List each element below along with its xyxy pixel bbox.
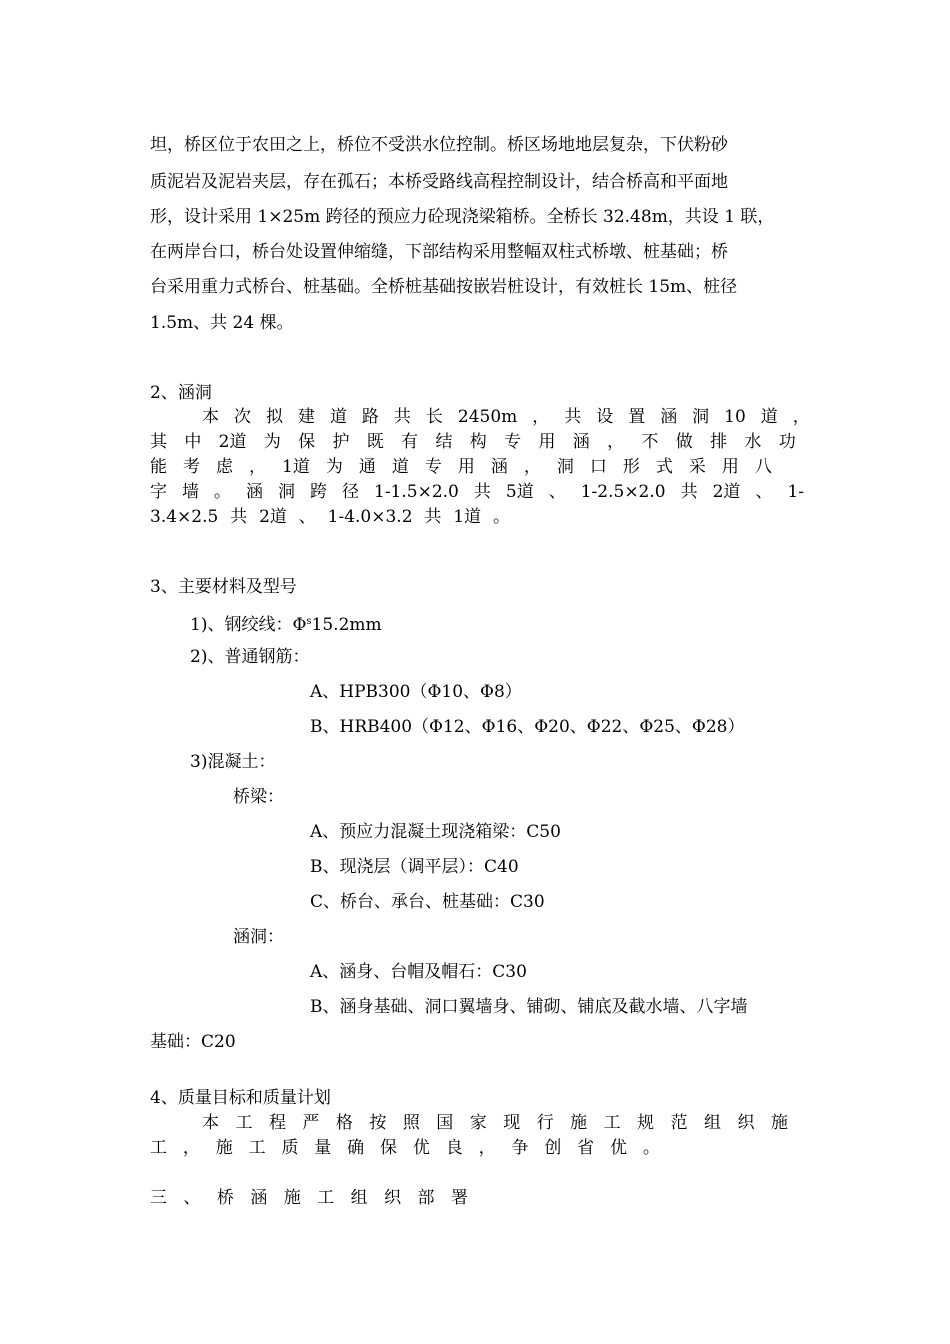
text-token: 确 [347,1138,365,1158]
text-token: 争 [511,1138,529,1158]
text-token: 径 [342,482,359,502]
text-token: 按 [369,1113,387,1133]
text-token: 。 [642,1138,660,1158]
text-token: 涵 [572,432,590,452]
text-token: 组 [350,1188,368,1208]
text-token: 不 [641,432,659,452]
text-token: 道 [391,457,409,477]
text-token: 道 [329,407,347,427]
text-token: 涵 [660,407,678,427]
text-token: 共 [424,507,442,527]
text-token: 为 [263,432,281,452]
text-token: 工 [317,1188,335,1208]
text-token: ， [792,407,810,427]
culvert-line [150,456,772,478]
text-token: 行 [536,1113,554,1133]
culvert-concrete-item: B、涵身基础、洞口翼墙身、铺砌、铺底及截水墙、八字墙 [310,997,748,1017]
text-token: 共 [393,407,411,427]
text-token: 功 [778,432,796,452]
intro-line: 台采用重力式桥台、桩基础。全桥桩基础按嵌岩桩设计，有效桩长 15m、桩径 [150,277,738,297]
text-token: 道 [760,407,778,427]
text-token: 2道 [259,507,287,527]
text-token: 考 [183,457,200,477]
text-token: 、 [755,482,773,502]
text-token: 构 [469,432,487,452]
culvert-concrete-item: A、涵身、台帽及帽石：C30 [310,962,527,982]
text-token: 排 [710,432,728,452]
text-token: 工 [603,1113,621,1133]
culvert-line [150,431,796,453]
text-token: 1-4.0×3.2 [327,507,413,527]
strand-value: 15.2mm [311,615,382,635]
text-token: 省 [577,1138,595,1158]
bridge-item: C、桥台、承台、桩基础：C30 [310,892,545,912]
text-token: 3.4×2.5 [150,507,219,527]
culvert-line [150,506,510,528]
culvert-line [202,406,810,428]
text-token: 国 [436,1113,454,1133]
text-token: 程 [268,1113,286,1133]
text-token: 洞 [692,407,710,427]
text-token: 墙 [182,482,199,502]
text-token: 用 [721,457,739,477]
text-token: 式 [655,457,673,477]
text-token: 施 [770,1113,788,1133]
text-token: 严 [302,1113,320,1133]
text-token: 采 [688,457,706,477]
text-token: 洞 [278,482,295,502]
text-token: 、 [298,507,316,527]
text-token: 家 [469,1113,487,1133]
culvert-line [150,481,804,503]
text-token: 保 [298,432,316,452]
text-token: ， [478,1138,496,1158]
text-token: 洞 [556,457,574,477]
text-token: 量 [314,1138,332,1158]
text-token: 长 [425,407,443,427]
text-token: 工 [150,1138,167,1158]
text-token: 做 [675,432,693,452]
text-token: 用 [457,457,475,477]
text-token: 涵 [490,457,508,477]
text-token: 虑 [216,457,233,477]
rebar-item: B、HRB400（Φ12、Φ16、Φ20、Φ22、Φ25、Φ28） [310,717,745,737]
text-token: 工 [235,1113,253,1133]
culvert-concrete-heading: 涵洞： [233,927,284,947]
text-token: 格 [335,1113,353,1133]
text-token: 质 [281,1138,299,1158]
bridge-heading: 桥梁： [233,787,284,807]
text-token: 中 [184,432,202,452]
intro-line: 1.5m、共 24 棵。 [150,313,294,333]
text-token: 5道 [505,482,534,502]
culvert-heading: 2、涵洞 [150,383,212,403]
text-token: 范 [670,1113,688,1133]
text-token: 创 [544,1138,562,1158]
text-token: 用 [538,432,556,452]
text-token: 八 [754,457,772,477]
text-token: 部 [417,1188,435,1208]
text-token: ， [523,457,541,477]
text-token: 2道 [712,482,741,502]
text-token: 1道 [282,457,310,477]
text-token: 路 [361,407,379,427]
text-token: 水 [744,432,762,452]
text-token: 良 [445,1138,463,1158]
concrete-heading: 3)混凝土： [190,752,276,772]
bridge-item: A、预应力混凝土现浇箱梁：C50 [310,822,561,842]
text-token: 设 [596,407,614,427]
text-token: 规 [637,1113,655,1133]
text-token: 照 [402,1113,420,1133]
text-token: 现 [503,1113,521,1133]
text-token: 1-2.5×2.0 [580,482,666,502]
text-token: 织 [737,1113,755,1133]
culvert-concrete-tail: 基础：C20 [150,1032,236,1052]
text-token: 结 [435,432,453,452]
text-token: 建 [297,407,315,427]
intro-line: 形，设计采用 1×25m 跨径的预应力砼现浇梁箱桥。全桥长 32.48m，共设 1 联， [150,207,775,227]
text-token: 专 [424,457,442,477]
text-token: 共 [680,482,698,502]
intro-line: 质泥岩及泥岩夹层，存在孤石；本桥受路线高程控制设计，结合桥高和平面地 [150,172,728,192]
text-token: 三 [150,1188,167,1208]
text-token: 专 [504,432,522,452]
rebar-item: A、HPB300（Φ10、Φ8） [310,682,522,702]
text-token: 。 [214,482,231,502]
intro-line: 在两岸台口，桥台处设置伸缩缝，下部结构采用整幅双柱式桥墩、桩基础；桥 [150,242,728,262]
text-token: 涵 [246,482,263,502]
text-token: ， [182,1138,200,1158]
text-token: 署 [450,1188,468,1208]
text-token: 本 [202,407,219,427]
text-token: 2450m [457,407,518,427]
text-token: 能 [150,457,167,477]
text-token: 施 [570,1113,588,1133]
text-token: 10 [724,407,746,427]
text-token: 优 [412,1138,430,1158]
bridge-item: B、现浇层（调平层）：C40 [310,857,519,877]
text-token: 织 [384,1188,402,1208]
text-token: 桥 [216,1188,234,1208]
text-token: 口 [589,457,607,477]
text-token: 。 [493,507,510,527]
text-token: 、 [548,482,566,502]
materials-heading: 3、主要材料及型号 [150,577,297,597]
text-token: 1道 [453,507,482,527]
text-token: 1- [787,482,804,502]
text-token: 1-1.5×2.0 [374,482,459,502]
text-token: 共 [473,482,491,502]
text-token: 优 [610,1138,628,1158]
text-token: 本 [202,1113,219,1133]
text-token: 字 [150,482,167,502]
text-token: ， [249,457,266,477]
quality-heading: 4、质量目标和质量计划 [150,1088,331,1108]
section-title [150,1187,468,1209]
quality-line [202,1112,788,1134]
text-token: 有 [401,432,419,452]
text-token: 为 [325,457,343,477]
text-token: 置 [628,407,646,427]
text-token: 共 [230,507,248,527]
text-token: ， [607,432,625,452]
text-token: 护 [332,432,350,452]
text-token: 施 [283,1188,301,1208]
text-token: 施 [215,1138,233,1158]
text-token: 工 [248,1138,266,1158]
text-token: ， [532,407,550,427]
text-token: 组 [704,1113,722,1133]
text-token: 拟 [265,407,283,427]
strand-label: 1)、钢绞线：Φ [190,615,307,635]
text-token: 次 [233,407,251,427]
strand-item [190,611,382,636]
text-token: 形 [622,457,640,477]
intro-line: 坦，桥区位于农田之上，桥位不受洪水位控制。桥区场地地层复杂，下伏粉砂 [150,135,728,155]
strand-superscript: s [306,616,312,627]
text-token: 2道 [218,432,247,452]
text-token: 其 [150,432,167,452]
text-token: 跨 [310,482,327,502]
text-token: 涵 [250,1188,268,1208]
text-token: 既 [366,432,384,452]
rebar-heading: 2)、普通钢筋： [190,647,310,667]
text-token: 保 [380,1138,398,1158]
text-token: 、 [183,1188,201,1208]
text-token: 通 [358,457,376,477]
quality-line [150,1137,660,1159]
text-token: 共 [564,407,582,427]
